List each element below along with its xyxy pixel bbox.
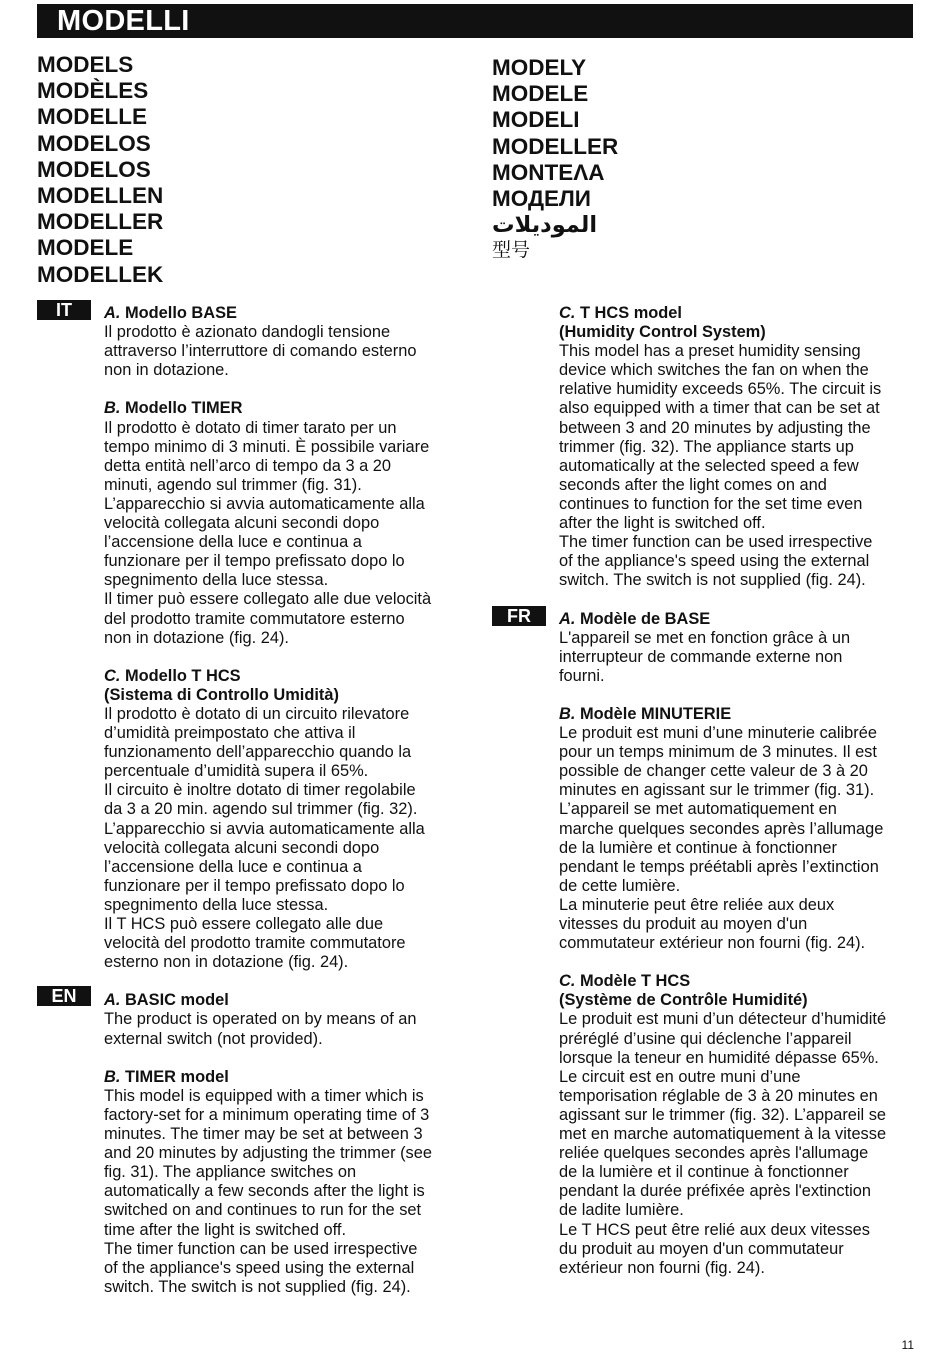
body-line: lorsque la teneur en humidité dépasse 65%. (559, 1048, 879, 1067)
body-line: velocità del prodotto tramite commutatore (104, 934, 406, 953)
page-number: 11 (901, 1338, 914, 1352)
body-line: vitesses du produit au moyen d'un (559, 915, 808, 933)
body-line: extérieur non fourni (fig. 24). (559, 1258, 765, 1277)
body-line: préréglé d’usine qui déclenche l’appareil (559, 1029, 852, 1048)
body-line: The product is operated on by means of an (104, 1010, 417, 1029)
model-name: MODELLEN (37, 183, 164, 209)
language-badge-it: IT (37, 300, 91, 320)
section-subheading: (Système de Contrôle Humidité) (559, 991, 808, 1010)
model-name: MODELE (37, 235, 134, 261)
body-line: reliée quelques secondes après l'allumage (559, 1144, 869, 1163)
section-body (104, 1010, 432, 1048)
body-line: temporisation réglable de 3 à 20 minutes en (559, 1086, 878, 1105)
model-name: MODELOS (37, 156, 151, 182)
body-line: du produit au moyen d'un commutateur (559, 1239, 844, 1258)
section-heading: A. BASIC model (104, 991, 229, 1010)
body-line: continues to function for the set time even (559, 494, 863, 513)
body-line: between 3 and 20 minutes by adjusting the (559, 418, 871, 437)
body-line: of the appliance's speed using the external (559, 552, 870, 571)
body-line: L'appareil se met en fonction grâce à un (559, 628, 851, 647)
section-heading: B. Modèle MINUTERIE (559, 704, 732, 723)
body-line: Le produit est muni d’un détecteur d’humidité (559, 1010, 887, 1029)
en-section-b (104, 1068, 432, 1297)
body-line: pendant la durée préfixée après l'extinction (559, 1182, 872, 1201)
model-names-right (492, 55, 618, 265)
body-line: non in dotazione. (104, 361, 229, 380)
body-line: The timer function can be used irrespective (559, 533, 873, 552)
it-section-b (104, 399, 432, 647)
body-line: detta entità nell’arco di tempo da 3 a 20 (104, 456, 392, 475)
en-section-c (559, 304, 886, 590)
body-line: pendant le temps préétabli après l’extinction (559, 857, 879, 876)
body-line: Il prodotto è azionato dandogli tensione (104, 323, 391, 342)
body-line: tempo minimo di 3 minuti. È possibile variare (104, 437, 430, 456)
language-badge-fr: FR (492, 606, 546, 626)
section-subheading: (Sistema di Controllo Umidità) (104, 685, 339, 704)
body-line: minuti, agendo sul trimmer (fig. 31). (104, 475, 362, 494)
body-line: commutateur extérieur non fourni (fig. 24). (559, 934, 866, 953)
model-name: MODELLER (492, 133, 619, 159)
section-body (559, 724, 886, 953)
body-line: Le circuit est en outre muni d’une (559, 1067, 801, 1086)
body-line: fig. 31). The appliance switches on (104, 1163, 357, 1182)
body-line: l’accensione della luce e continua a (104, 857, 362, 876)
body-line: L’appareil se met automatiquement en (559, 800, 837, 819)
page-title: MODELLI (37, 4, 913, 38)
body-line: switch. The switch is not supplied (fig. 24). (104, 1277, 411, 1296)
section-heading: C. Modèle T HCS (559, 972, 691, 991)
section-heading: C. T HCS model (559, 304, 682, 322)
body-line: switched on and continues to run for the set (104, 1201, 422, 1220)
it-section-a (104, 304, 432, 380)
body-line: Il timer può essere collegato alle due velocità (104, 590, 432, 609)
body-line: also equipped with a timer that can be set at (559, 399, 880, 418)
body-line: esterno non in dotazione (fig. 24). (104, 953, 349, 972)
body-line: fourni. (559, 666, 605, 685)
section-heading: C. Modello T HCS (104, 666, 241, 685)
section-body (104, 705, 432, 972)
body-line: This model has a preset humidity sensing (559, 342, 861, 361)
model-name: MODELLEK (37, 261, 164, 287)
body-line: spegnimento della luce stessa. (104, 571, 329, 590)
body-line: non in dotazione (fig. 24). (104, 628, 289, 647)
body-line: switch. The switch is not supplied (fig. 24). (559, 571, 866, 590)
fr-section-c (559, 972, 886, 1278)
model-name: MODELLE (37, 104, 147, 130)
body-line: factory-set for a minimum operating time of 3 (104, 1105, 430, 1124)
section-subheading: (Humidity Control System) (559, 323, 766, 342)
body-line: relative humidity exceeds 65%. The circuit is (559, 380, 882, 399)
left-column (104, 304, 432, 1316)
body-line: device which switches the fan on when the (559, 361, 869, 380)
model-name: الموديلات (492, 212, 598, 238)
model-name: МОДЕЛИ (492, 186, 591, 212)
body-line: external switch (not provided). (104, 1029, 323, 1048)
body-line: Il prodotto è dotato di un circuito rilevatore (104, 704, 410, 723)
section-heading: B. TIMER model (104, 1067, 229, 1086)
body-line: de cette lumière. (559, 876, 681, 895)
body-line: agissant sur le trimmer (fig. 32). L’appareil se (559, 1105, 887, 1124)
section-body (559, 1010, 886, 1277)
body-line: minutes en agissant sur le trimmer (fig. 31). (559, 781, 875, 800)
body-line: minutes. The timer may be set at between 3 (104, 1125, 423, 1144)
model-name: MODELS (37, 52, 134, 77)
body-line: Il circuito è inoltre dotato di timer regolabile (104, 781, 416, 800)
it-section-c (104, 667, 432, 973)
model-name: MODELOS (37, 130, 151, 156)
body-line: pour un temps minimum de 3 minutes. Il est (559, 743, 877, 762)
model-names-left (37, 52, 163, 288)
fr-section-a (559, 610, 886, 686)
body-line: spegnimento della luce stessa. (104, 895, 329, 914)
body-line: met en marche automatiquement à la vitesse (559, 1125, 887, 1144)
fr-section-b (559, 705, 886, 953)
body-line: This model is equipped with a timer which is (104, 1086, 424, 1105)
body-line: possible de changer cette valeur de 3 à 20 (559, 762, 868, 781)
body-line: da 3 a 20 min. agendo sul trimmer (fig. 32). (104, 800, 418, 819)
section-heading: B. Modello TIMER (104, 399, 243, 418)
body-line: attraverso l’interruttore di comando esterno (104, 342, 417, 361)
section-heading: A. Modèle de BASE (559, 609, 711, 628)
model-name: ΜΟΝΤΕΛΑ (492, 159, 605, 185)
section-body (104, 1087, 432, 1297)
right-column (559, 304, 886, 1297)
body-line: interrupteur de commande externe non (559, 647, 843, 666)
body-line: L’apparecchio si avvia automaticamente alla (104, 819, 425, 838)
body-line: del prodotto tramite commutatore esterno (104, 609, 405, 628)
body-line: funzionare per il tempo prefissato dopo lo (104, 552, 405, 571)
body-line: Le T HCS peut être relié aux deux vitesses (559, 1220, 870, 1239)
model-name: MODELE (492, 81, 589, 107)
body-line: percentuale d’umidità supera il 65%. (104, 762, 369, 781)
en-section-a (104, 991, 432, 1048)
body-line: L’apparecchio si avvia automaticamente alla (104, 494, 425, 513)
section-body (104, 419, 432, 648)
body-line: seconds after the light comes on and (559, 475, 827, 494)
body-line: d’umidità preimpostato che attiva il (104, 724, 356, 743)
model-name: 型号 (492, 240, 531, 262)
body-line: Le produit est muni d’une minuterie calibrée (559, 724, 877, 743)
model-name: MODELI (492, 107, 580, 133)
section-body (104, 323, 432, 380)
body-line: de la lumière et il continue à fonctionner (559, 1163, 849, 1182)
body-line: velocità collegata alcuni secondi dopo (104, 514, 380, 533)
section-body (559, 342, 886, 590)
body-line: Il prodotto è dotato di timer tarato per un (104, 418, 397, 437)
section-heading: A. Modello BASE (104, 304, 237, 322)
body-line: after the light is switched off. (559, 514, 766, 533)
body-line: The timer function can be used irrespective (104, 1239, 418, 1258)
body-line: automatically a few seconds after the light is (104, 1182, 425, 1201)
body-line: funzionamento dell’apparecchio quando la (104, 743, 412, 762)
model-name: MODELY (492, 55, 587, 80)
body-line: de la lumière et continue à fonctionner (559, 838, 837, 857)
body-line: l’accensione della luce e continua a (104, 533, 362, 552)
model-name: MODÈLES (37, 78, 149, 104)
body-line: de ladite lumière. (559, 1201, 684, 1220)
body-line: Il T HCS può essere collegato alle due (104, 915, 384, 933)
body-line: La minuterie peut être reliée aux deux (559, 895, 835, 914)
body-line: trimmer (fig. 32). The appliance starts up (559, 437, 854, 456)
body-line: marche quelques secondes après l’allumage (559, 819, 884, 838)
language-badge-en: EN (37, 986, 91, 1006)
body-line: time after the light is switched off. (104, 1220, 347, 1239)
model-name: MODELLER (37, 209, 164, 235)
section-body (559, 629, 886, 686)
body-line: of the appliance's speed using the external (104, 1258, 415, 1277)
body-line: automatically at the selected speed a few (559, 456, 859, 475)
body-line: funzionare per il tempo prefissato dopo lo (104, 876, 405, 895)
body-line: and 20 minutes by adjusting the trimmer (see (104, 1144, 432, 1163)
body-line: velocità collegata alcuni secondi dopo (104, 838, 380, 857)
